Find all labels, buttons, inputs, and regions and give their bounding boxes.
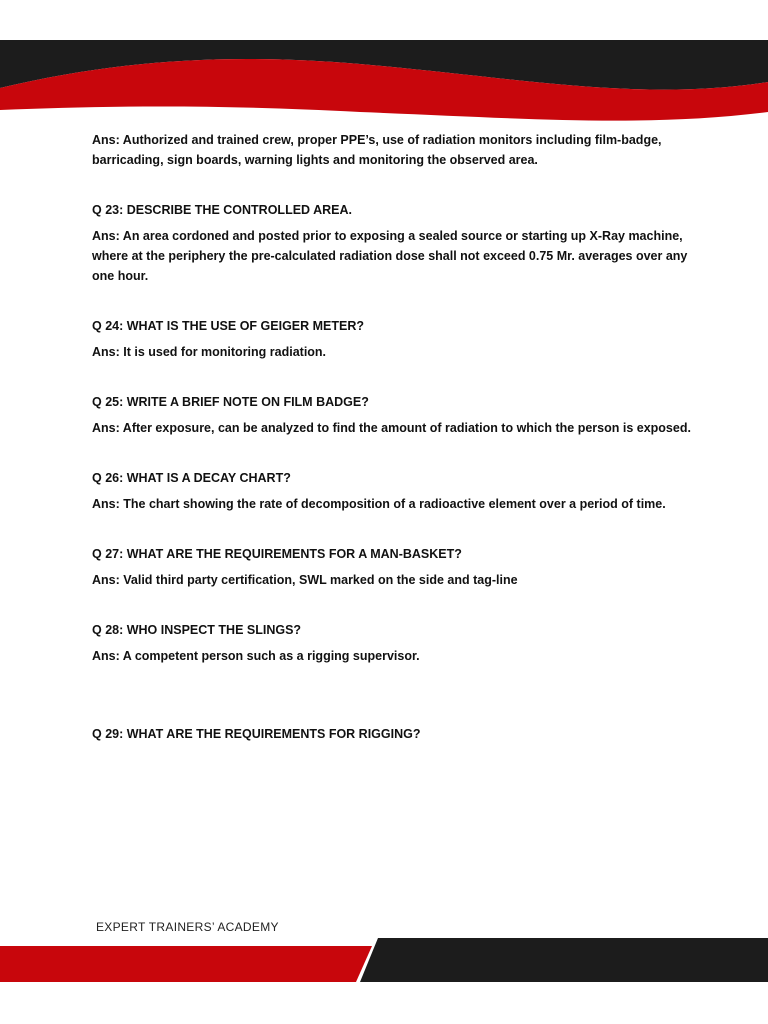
answer-27: Ans: Valid third party certification, SWL marked on the side and tag-line (92, 573, 518, 587)
answer-28: Ans: A competent person such as a rigging supervisor. (92, 649, 420, 663)
answer-25: Ans: After exposure, can be analyzed to find the amount of radiation to which the person is exposed. (92, 421, 691, 435)
qa-block-25 (92, 392, 692, 438)
qa-block-28 (92, 620, 692, 666)
question-25: Q 25: WRITE A BRIEF NOTE ON FILM BADGE? (92, 395, 369, 409)
answer-23: Ans: An area cordoned and posted prior to exposing a sealed source or starting up X-Ray machine, where at the periphery the pre-calculated radiation dose shall not exceed 0.75 Mr. averages over any one hour. (92, 229, 688, 283)
qa-block-27 (92, 544, 692, 590)
document-body (92, 130, 692, 774)
answer-22: Ans: Authorized and trained crew, proper PPE’s, use of radiation monitors including film-badge, barricading, sign boards, warning lights and monitoring the observed area. (92, 133, 662, 167)
qa-block-23 (92, 200, 692, 286)
question-28: Q 28: WHO INSPECT THE SLINGS? (92, 623, 302, 637)
question-29: Q 29: WHAT ARE THE REQUIREMENTS FOR RIGGING? (92, 727, 421, 741)
qa-block-29 (92, 724, 692, 744)
footer-label: EXPERT TRAINERS’ ACADEMY (96, 920, 279, 934)
question-26: Q 26: WHAT IS A DECAY CHART? (92, 471, 291, 485)
header-banner (0, 40, 768, 130)
answer-26: Ans: The chart showing the rate of decomposition of a radioactive element over a period of time. (92, 497, 666, 511)
qa-block-26 (92, 468, 692, 514)
qa-block-24 (92, 316, 692, 362)
question-23: Q 23: DESCRIBE THE CONTROLLED AREA. (92, 203, 352, 217)
answer-24: Ans: It is used for monitoring radiation. (92, 345, 327, 359)
question-24: Q 24: WHAT IS THE USE OF GEIGER METER? (92, 319, 365, 333)
question-27: Q 27: WHAT ARE THE REQUIREMENTS FOR A MAN-BASKET? (92, 547, 462, 561)
footer-banner (0, 938, 768, 982)
